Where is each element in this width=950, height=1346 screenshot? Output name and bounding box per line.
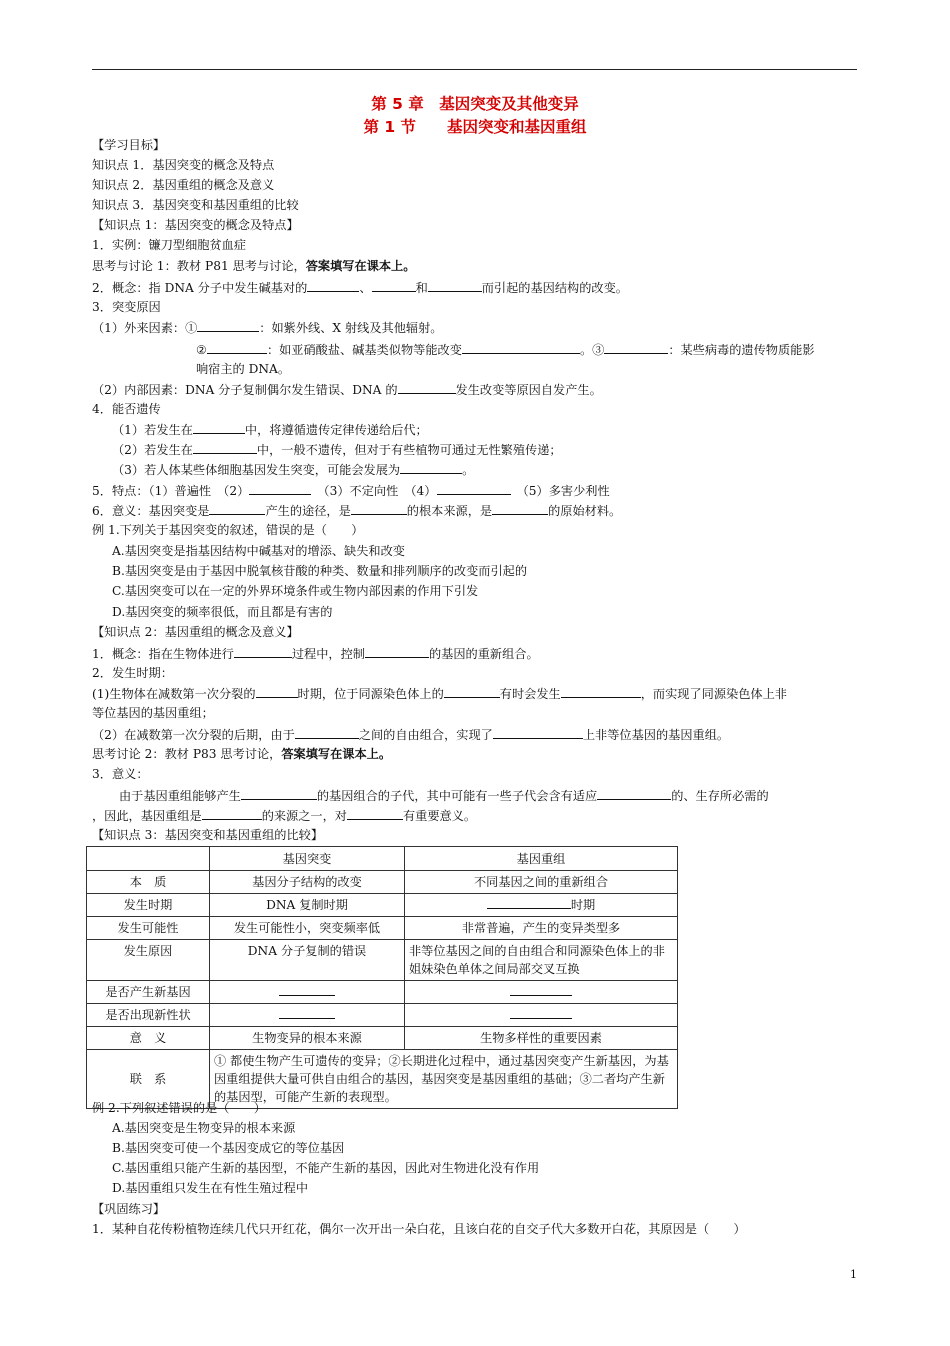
link-cell: ① 都使生物产生可遗传的变异；②长期进化过程中，通过基因突变产生新基因，为基因重组提供大量可供自由组合的基因，基因突变是基因重组的基础；③二者均产生新的基因型，可能产生新的表现型。	[210, 1050, 678, 1109]
kp2-significance-1: 由于基因重组能够产生 的基因组合的子代，其中可能有一些子代会含有适应 的、生存所必需的	[119, 789, 769, 803]
table-cell	[210, 1004, 405, 1027]
example1-option: B.基因突变是由于基因中脱氧核苷酸的种类、数量和排列顺序的改变而引起的	[112, 564, 528, 578]
section-title: 第 1 节 基因突变和基因重组	[363, 118, 587, 136]
kp2-sig-heading: 3．意义：	[92, 767, 149, 781]
example2-option: B.基因突变可使一个基因变成它的等位基因	[112, 1141, 345, 1155]
kp1-concept: 2．概念：指 DNA 分子中发生碱基对的 、 和 而引起的基因结构的改变。	[92, 281, 628, 295]
kp1-inherit-heading: 4．能否遗传	[92, 402, 161, 416]
kp2-period-1: (1)生物体在减数第一次分裂的 时期，位于同源染色体上的 有时会发生 ，而实现了同源染色体上非	[92, 687, 787, 701]
objective-item: 知识点 2．基因重组的概念及意义	[92, 178, 275, 192]
blank	[428, 280, 482, 292]
kp1-features: 5．特点：（1）普遍性 （2） （3）不定向性 （4） （5）多害少利性	[92, 484, 610, 498]
blank	[207, 342, 267, 354]
kp1-inherit-3: （3）若人体某些体细胞基因发生突变，可能会发展为 。	[112, 463, 475, 477]
table-cell: 生物变异的根本来源	[210, 1027, 405, 1050]
objective-item: 知识点 3．基因突变和基因重组的比较	[92, 198, 299, 212]
blank	[437, 483, 511, 495]
chapter-title: 第 5 章 基因突变及其他变异	[371, 95, 579, 113]
blank	[193, 442, 257, 454]
objective-item: 知识点 1．基因突变的概念及特点	[92, 158, 275, 172]
blank	[202, 808, 262, 820]
blank	[493, 727, 583, 739]
header-rule	[92, 69, 857, 70]
blank	[492, 503, 548, 515]
blank	[398, 382, 456, 394]
table-row	[87, 1027, 678, 1050]
page-number: 1	[850, 1268, 857, 1281]
blank	[347, 808, 403, 820]
table-cell: 非等位基因之间的自由组合和同源染色体上的非姐妹染色单体之间局部交叉互换	[405, 940, 678, 981]
table-cell: 基因分子结构的改变	[210, 871, 405, 894]
blank	[209, 503, 265, 515]
kp2-heading: 【知识点 2：基因重组的概念及意义】	[92, 625, 299, 639]
blank	[249, 483, 311, 495]
row-label: 是否产生新基因	[87, 981, 210, 1004]
kp2-period-2: （2）在减数第一次分裂的后期，由于 之间的自由组合，实现了 上非等位基因的基因重组。	[92, 728, 730, 742]
table-row	[87, 917, 678, 940]
example2-option: C.基因重组只能产生新的基因型，不能产生新的基因，因此对生物进化没有作用	[112, 1161, 540, 1175]
blank	[365, 646, 429, 658]
table-row	[87, 847, 678, 871]
blank	[241, 788, 317, 800]
table-row	[87, 894, 678, 917]
blank	[400, 462, 462, 474]
example2-option: A.基因突变是生物变异的根本来源	[112, 1121, 296, 1135]
table-cell: 生物多样性的重要因素	[405, 1027, 678, 1050]
kp2-concept: 1．概念：指在生物体进行 过程中，控制 的基因的重新组合。	[92, 647, 539, 661]
row-label: 意 义	[87, 1027, 210, 1050]
blank	[279, 1007, 335, 1019]
example1-option: C.基因突变可以在一定的外界环境条件或生物内部因素的作用下引发	[112, 584, 479, 598]
kp1-cause-heading: 3．突变原因	[92, 300, 161, 314]
table-cell	[405, 1004, 678, 1027]
table-cell: 非常普遍，产生的变异类型多	[405, 917, 678, 940]
table-row	[87, 1050, 678, 1109]
blank	[279, 984, 335, 996]
kp1-discuss-bold: 答案填写在课本上。	[305, 259, 416, 273]
kp1-inherit-1: （1）若发生在 中，将遵循遗传定律传递给后代；	[112, 423, 428, 437]
row-label: 是否出现新性状	[87, 1004, 210, 1027]
table-cell	[87, 847, 210, 871]
example1-option: D.基因突变的频率很低，而且都是有害的	[112, 605, 333, 619]
table-cell: DNA 分子复制的错误	[210, 940, 405, 981]
blank	[561, 686, 641, 698]
kp2-significance-2: ，因此，基因重组是 的来源之一，对 有重要意义。	[92, 809, 477, 823]
blank	[256, 686, 298, 698]
table-header: 基因重组	[405, 847, 678, 871]
row-label: 本 质	[87, 871, 210, 894]
comparison-table	[86, 846, 678, 1109]
objectives-heading: 【学习目标】	[92, 138, 166, 152]
blank	[510, 984, 572, 996]
kp2-period-heading: 2．发生时期：	[92, 666, 173, 680]
kp1-external-cause-2: ② ：如亚硝酸盐、碱基类似物等能改变 。③ ：某些病毒的遗传物质能影	[196, 343, 815, 357]
blank	[307, 280, 359, 292]
kp1-inherit-2: （2）若发生在 中，一般不遗传，但对于有些植物可通过无性繁殖传递；	[112, 443, 562, 457]
kp2-period-1b: 等位基因的基因重组；	[92, 706, 214, 720]
blank	[510, 1007, 572, 1019]
table-cell	[210, 981, 405, 1004]
table-cell: 不同基因之间的重新组合	[405, 871, 678, 894]
kp1-external-cause-2b: 响宿主的 DNA。	[196, 362, 291, 376]
blank	[604, 342, 668, 354]
kp1-internal-cause: （2）内部因素：DNA 分子复制偶尔发生错误、DNA 的 发生改变等原因自发产生。	[92, 383, 602, 397]
table-cell	[405, 981, 678, 1004]
blank	[197, 320, 259, 332]
practice-question: 1．某种自花传粉植物连续几代只开红花，偶尔一次开出一朵白花，且该白花的自交子代大多数开白花，其原因是（ ）	[92, 1222, 746, 1236]
kp1-discuss: 思考与讨论 1：教材 P81 思考与讨论，答案填写在课本上。	[92, 259, 416, 273]
row-label: 发生原因	[87, 940, 210, 981]
table-cell: 时期	[405, 894, 678, 917]
blank	[462, 342, 580, 354]
table-header: 基因突变	[210, 847, 405, 871]
kp1-heading: 【知识点 1：基因突变的概念及特点】	[92, 218, 299, 232]
table-cell: DNA 复制时期	[210, 894, 405, 917]
table-row	[87, 1004, 678, 1027]
kp1-external-cause: （1）外来因素：① ：如紫外线、X 射线及其他辐射。	[92, 321, 443, 335]
example1-question: 例 1.下列关于基因突变的叙述，错误的是（ ）	[92, 523, 364, 537]
example2-question: 例 2.下列叙述错误的是（ ）	[92, 1101, 266, 1115]
kp1-significance: 6．意义：基因突变是 产生的途径，是 的根本来源，是 的原始材料。	[92, 504, 622, 518]
example2-option: D.基因重组只发生在有性生殖过程中	[112, 1181, 309, 1195]
blank	[193, 422, 245, 434]
blank	[597, 788, 671, 800]
row-label: 发生时期	[87, 894, 210, 917]
example1-option: A.基因突变是指基因结构中碱基对的增添、缺失和改变	[112, 544, 405, 558]
blank	[372, 280, 416, 292]
blank	[487, 897, 571, 909]
practice-heading: 【巩固练习】	[92, 1202, 166, 1216]
blank	[295, 727, 359, 739]
table-cell: 发生可能性小，突变频率低	[210, 917, 405, 940]
blank	[234, 646, 292, 658]
kp2-discuss-bold: 答案填写在课本上。	[281, 747, 392, 761]
table-row	[87, 871, 678, 894]
row-label: 联 系	[87, 1050, 210, 1109]
kp2-discuss: 思考讨论 2：教材 P83 思考讨论，答案填写在课本上。	[92, 747, 392, 761]
table-row	[87, 940, 678, 981]
row-label: 发生可能性	[87, 917, 210, 940]
blank	[351, 503, 407, 515]
kp1-example: 1．实例：镰刀型细胞贫血症	[92, 238, 247, 252]
blank	[444, 686, 500, 698]
table-row	[87, 981, 678, 1004]
kp3-heading: 【知识点 3：基因突变和基因重组的比较】	[92, 828, 324, 842]
